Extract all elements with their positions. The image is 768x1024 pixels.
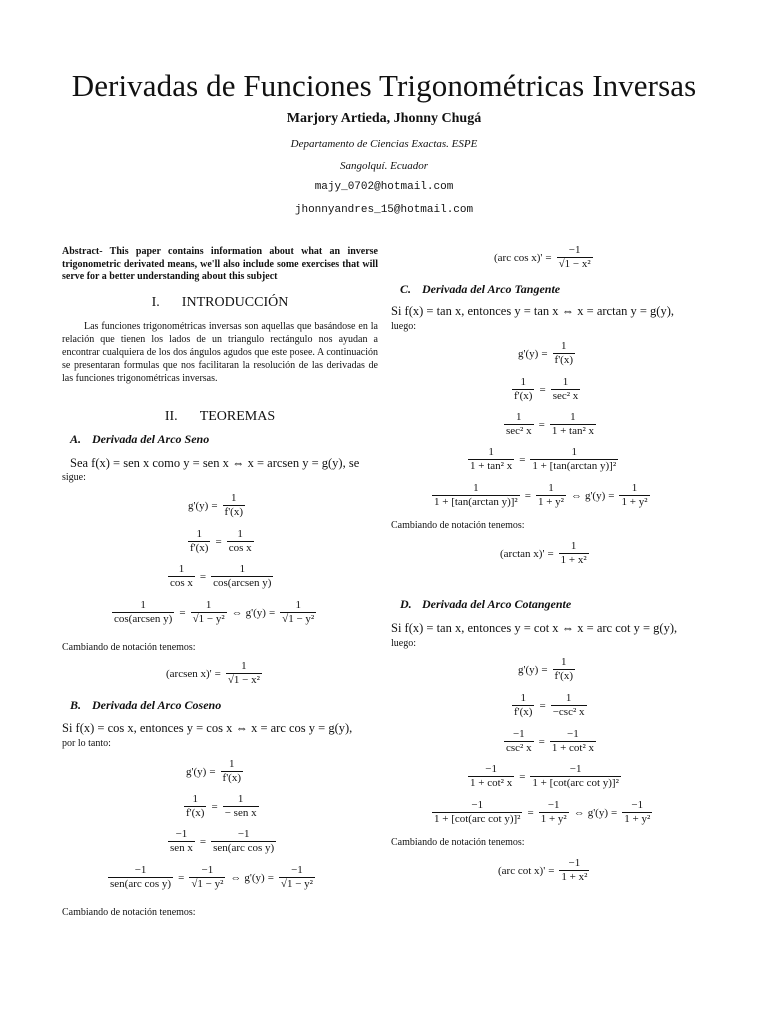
equation: $\frac{-1}{\text{csc² x}}$ = $\frac{-1}{\text{1 + cot² x}}$ [506, 728, 595, 754]
equation: (arctan x)' = $\frac{1}{\text{1 + x²}}$ [500, 540, 587, 566]
section-heading-intro [62, 295, 378, 311]
subsection-a-cont: sigue: [62, 472, 86, 483]
equation: g'(y) = $\frac{1}{f'(x)}$ [518, 340, 574, 366]
department: Departamento de Ciencias Exactas. ESPE [290, 138, 478, 150]
subsection-d-cont: luego: [391, 638, 416, 649]
subsection-b-cont: por lo tanto: [62, 738, 111, 749]
equation: g'(y) = $\frac{1}{f'(x)}$ [188, 492, 244, 518]
equation: $\frac{1}{\text{cos(arcsen y)}}$ = $\frac{1}{\text{√1 − y²}}$ ⇔ g'(y) = $\frac{1}{\text{√1 − y²}}$ [114, 599, 315, 625]
notation-text: Cambiando de notación tenemos: [62, 642, 196, 653]
intro-paragraph: Las funciones trigonométricas inversas son aquellas que basándose en la relación que tienen los lados de un triangulo rectángulo nos ayudan a encontrar cualquiera de los dos ángulos agudos que este posee. A continuación se presentaran formulas que nos facilitaran la resolución de las derivadas de las funciones trigonométricas inversas. [62, 321, 378, 384]
equation: $\frac{-1}{\text{1 + cot² x}}$ = $\frac{-1}{\text{1 + [cot(arc cot y)]²}}$ [470, 763, 619, 789]
section-title: INTRODUCCIÓN [181, 295, 289, 310]
paper-title: Derivadas de Funciones Trigonométricas Inversas [71, 68, 697, 103]
equation: $\frac{-1}{\text{sen x}}$ = $\frac{-1}{\text{sen(arc cos y)}}$ [170, 828, 275, 854]
section-number: II. [164, 409, 178, 424]
notation-text: Cambiando de notación tenemos: [391, 520, 525, 531]
subsection-d-lead: Si f(x) = tan x, entonces y = cot x ⇔ x = arc cot y = g(y), [391, 621, 678, 635]
equation: g'(y) = $\frac{1}{f'(x)}$ [518, 656, 574, 682]
subsection-c-cont: luego: [391, 321, 416, 332]
subsection-a-lead: Sea f(x) = sen x como y = sen x ⇔ x = arcsen y = g(y), se [70, 456, 360, 470]
equation: $\frac{-1}{\text{1 + [cot(arc cot y)]²}}$ = $\frac{-1}{\text{1 + y²}}$ ⇔ g'(y) = $\frac{-1}{\text{1 + y²}}$ [434, 799, 651, 825]
email-1: majy_0702@hotmail.com [314, 181, 454, 193]
equation: $\frac{1}{\text{1 + tan² x}}$ = $\frac{1}{\text{1 + [tan(arctan y)]²}}$ [470, 446, 617, 472]
equation: (arcsen x)' = $\frac{1}{\text{√1 − x²}}$ [166, 660, 260, 686]
equation: $\frac{1}{f'(x)}$ = $\frac{1}{\text{− sen x}}$ [186, 793, 257, 819]
section-title: TEOREMAS [199, 409, 276, 424]
location: Sangolquí. Ecuador [340, 160, 428, 172]
equation: $\frac{1}{\text{1 + [tan(arctan y)]²}}$ = $\frac{1}{\text{1 + y²}}$ ⇔ g'(y) = $\frac{1}{\text{1 + y²}}$ [434, 482, 648, 508]
subsection-heading-d: D. Derivada del Arco Cotangente [400, 597, 572, 611]
equation: $\frac{-1}{\text{sen(arc cos y)}}$ = $\frac{-1}{\text{√1 − y²}}$ ⇔ g'(y) = $\frac{-1}{\text{√1 − y²}}$ [110, 864, 313, 890]
subsection-c-lead: Si f(x) = tan x, entonces y = tan x ⇔ x = arctan y = g(y), [391, 304, 674, 318]
equation: $\frac{1}{f'(x)}$ = $\frac{1}{\text{cos x}}$ [190, 528, 252, 554]
section-heading-teoremas [62, 409, 378, 425]
equation: $\frac{1}{f'(x)}$ = $\frac{1}{\text{sec² x}}$ [514, 376, 579, 402]
equation: $\frac{1}{\text{cos x}}$ = $\frac{1}{\text{cos(arcsen y)}}$ [170, 563, 272, 589]
subsection-heading-b: B. Derivada del Arco Coseno [70, 698, 222, 712]
equation: g'(y) = $\frac{1}{f'(x)}$ [186, 758, 242, 784]
notation-text: Cambiando de notación tenemos: [391, 837, 525, 848]
equation: $\frac{1}{f'(x)}$ = $\frac{1}{\text{−csc² x}}$ [514, 692, 585, 718]
subsection-heading-a: A. Derivada del Arco Seno [70, 432, 210, 446]
authors: Marjory Artieda, Jhonny Chugá [286, 111, 482, 126]
section-number: I. [151, 295, 160, 310]
equation: (arc cos x)' = $\frac{-1}{\text{√1 − x²}}$ [494, 244, 591, 270]
equation: (arc cot x)' = $\frac{-1}{\text{1 + x²}}$ [498, 857, 588, 883]
equation: $\frac{1}{\text{sec² x}}$ = $\frac{1}{\text{1 + tan² x}}$ [506, 411, 595, 437]
email-2: jhonnyandres_15@hotmail.com [294, 204, 474, 216]
abstract: Abstract- This paper contains information about what an inverse trigonometric derivated means, we'll also include some exercises that will serve for a better understanding about this subject [62, 246, 378, 282]
subsection-heading-c: C. Derivada del Arco Tangente [400, 282, 561, 296]
notation-text: Cambiando de notación tenemos: [62, 907, 196, 918]
subsection-b-lead: Si f(x) = cos x, entonces y = cos x ⇔ x = arc cos y = g(y), [62, 721, 353, 735]
